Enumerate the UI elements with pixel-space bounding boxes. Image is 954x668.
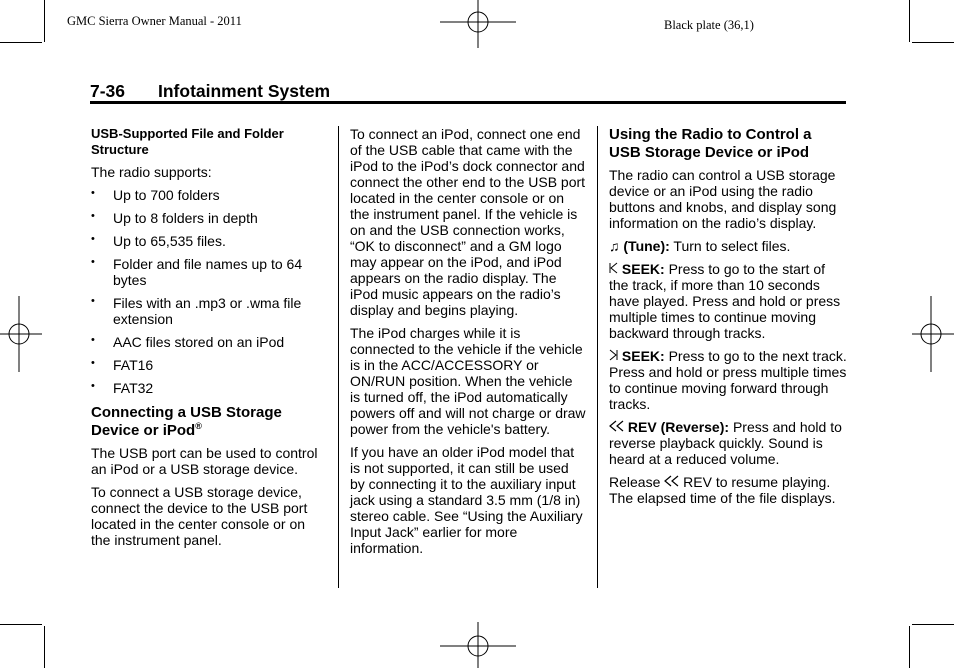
seek-back-label: SEEK: [621,261,665,277]
paragraph: To connect a USB storage device, connect the device to the USB port located in the center console or on the instrument panel. [91,484,308,548]
radio-supports-intro: The radio supports: [91,164,212,180]
list-item: • Up to 65,535 files. [91,233,327,249]
list-item: • FAT32 [91,380,327,396]
plate-label: Black plate (36,1) [664,18,754,32]
list-item: • FAT16 [91,357,327,373]
header-rule [90,101,846,104]
manual-title: GMC Sierra Owner Manual - 2011 [67,14,242,28]
column-divider-2 [597,126,598,588]
column-1 [91,126,327,555]
using-radio-heading: Using the Radio to Control a USB Storage Device or iPod [609,126,812,161]
paragraph: The iPod charges while it is connected to the vehicle if the vehicle is in the ACC/ACCESSORY or ON/RUN position. When the vehicle is turned off, the iPod automatically powers off and will not charge or draw power from the vehicle's battery. [350,325,586,437]
page-number: 7-36 [90,81,126,101]
tune-text: Turn to select files. [673,238,791,254]
list-item: • Up to 700 folders [91,187,327,203]
column-3 [609,126,847,513]
registration-mark-bottom [440,622,516,668]
seek-back-icon [609,261,618,277]
list-item: • Up to 8 folders in depth [91,210,327,226]
reverse-paragraph [609,419,847,467]
rewind-icon [664,474,679,490]
registration-mark-left [0,296,42,372]
column-divider-1 [338,126,339,588]
reverse-label: REV (Reverse): [627,419,730,435]
connecting-usb-heading-text: Connecting a USB Storage Device or iPod [91,404,282,439]
list-item: • AAC files stored on an iPod [91,334,327,350]
registration-mark-right [912,296,954,372]
paragraph: If you have an older iPod model that is not supported, it can still be used by connecting it to the auxiliary input jack using a standard 3.5 mm (1/8 in) stereo cable. See “Using the Auxiliary Input Jack” earlier for more information. [350,444,583,556]
connecting-usb-heading [91,404,327,440]
column-2 [350,126,586,563]
registered-mark: ® [195,421,202,431]
release-paragraph [609,474,847,506]
seek-forward-text: Press to go to the next track. Press and hold or press multiple times to continue moving forward through tracks. [609,348,847,412]
music-note-icon: ♫ [609,238,620,254]
release-pre-text: Release [609,474,661,490]
list-item: • Files with an .mp3 or .wma file extension [91,295,327,327]
rewind-icon [609,419,624,435]
registration-mark-top [440,0,516,48]
tune-label: (Tune): [623,238,670,254]
seek-back-text: Press to go to the start of the track, if more than 10 seconds have played. Press and hold or press multiple times to continue moving backward through tracks. [609,261,841,341]
release-post-text: REV to resume playing. The elapsed time of the file displays. [609,474,836,506]
paragraph: The radio can control a USB storage device or an iPod using the radio buttons and knobs, and display song information on the radio’s display. [609,167,837,231]
seek-back-paragraph [609,261,847,341]
paragraph: To connect an iPod, connect one end of the USB cable that came with the iPod to the iPod’s dock connector and connect the other end to the USB port located in the center console or on the instrument panel. If the vehicle is on and the USB connection works, “OK to disconnect” and a GM logo may appear on the iPod, and iPod appears on the radio display. The iPod music appears on the radio’s display and begins playing. [350,126,586,318]
usb-file-structure-heading: USB-Supported File and Folder Structure [91,126,284,157]
list-item: • Folder and file names up to 64 bytes [91,256,327,288]
seek-forward-label: SEEK: [621,348,665,364]
seek-forward-icon [609,348,618,364]
section-title: Infotainment System [158,81,331,101]
paragraph: The USB port can be used to control an iPod or a USB storage device. [91,445,318,477]
tune-paragraph [609,238,847,254]
reverse-text: Press and hold to reverse playback quickly. Sound is heard at a reduced volume. [609,419,842,467]
seek-forward-paragraph [609,348,847,412]
supported-list [91,187,327,396]
